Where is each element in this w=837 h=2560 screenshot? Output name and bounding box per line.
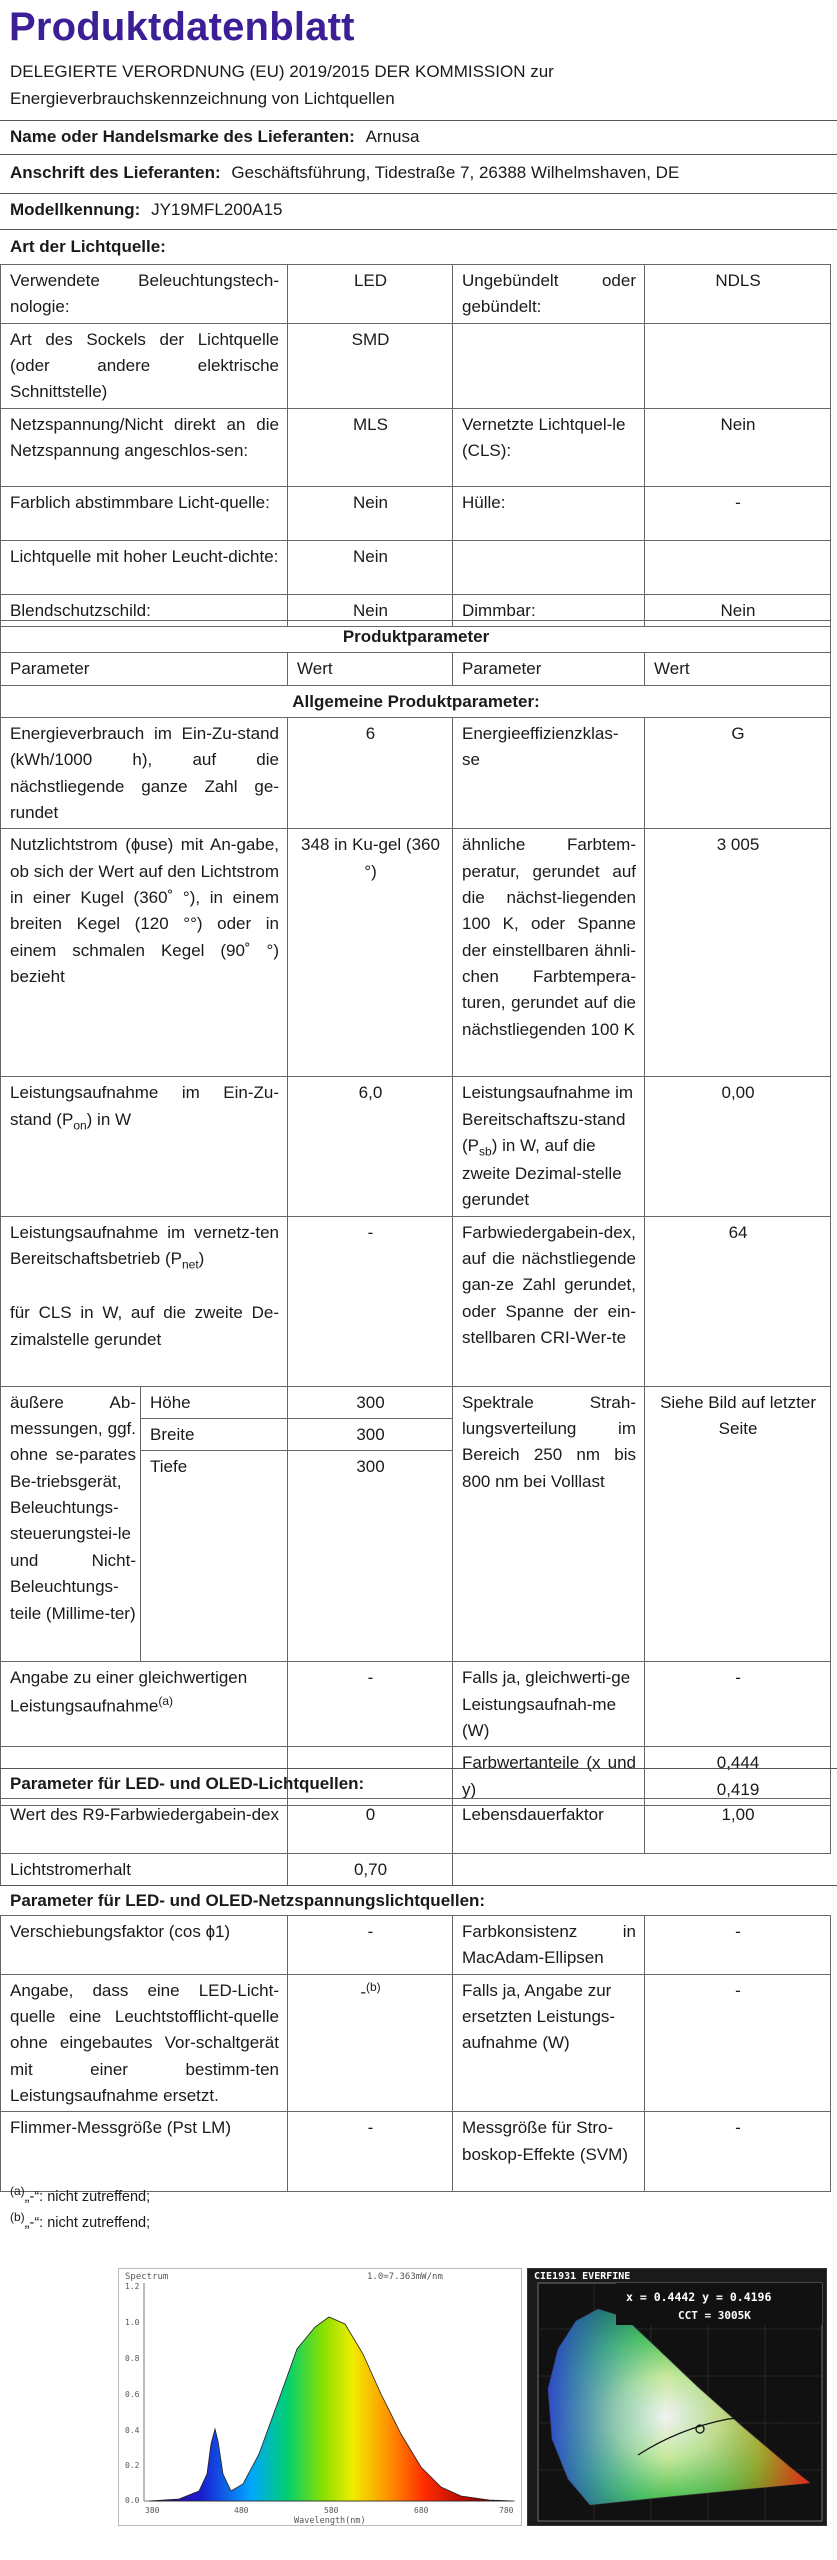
x-tick-label: 480 — [234, 2506, 249, 2515]
luminous-flux-value: 348 in Ku-gel (360 °) — [288, 829, 453, 1077]
on-mode-power-label: Leistungsaufnahme im Ein-Zu-stand $(P_{on})$ in W — [1, 1077, 288, 1216]
spectral-distribution-label: Spektrale Strah-lungsverteilung im Bereich 250 nm bis 800 nm bei Volllast — [453, 1386, 645, 1662]
envelope-label: Hülle: — [453, 486, 645, 540]
column-header-parameter: Parameter — [453, 653, 645, 685]
replacement-claim-label: Angabe, dass eine LED-Licht-quelle eine Leuchtstofflicht-quelle ohne eingebautes Vor-schaltgerät mit einer bestimm-ten Leistungsaufnahme ersetzt. — [1, 1974, 288, 2112]
tunable-label: Farblich abstimmbare Licht-quelle: — [1, 486, 288, 540]
spectrum-y-label: Spectrum — [125, 2272, 169, 2282]
mains-label: Netzspannung/Nicht direkt an die Netzspannung angeschlos-sen: — [1, 408, 288, 486]
table-row — [1, 829, 831, 1077]
spectrum-graph — [118, 2268, 522, 2526]
table-row — [1, 1799, 831, 1854]
standby-power-value: 0,00 — [645, 1077, 831, 1216]
energy-consumption-label: Energieverbrauch im Ein-Zu-stand (kWh/1000 h), auf die nächstliegende ganze Zahl ge-rundet — [1, 718, 288, 829]
product-parameters-heading: Produktparameter — [1, 621, 831, 653]
width-value: 300 — [288, 1419, 453, 1451]
color-consistency-label: Farbkonsistenz in MacAdam-Ellipsen — [453, 1916, 645, 1975]
luminous-flux-label: Nutzlichtstrom (ɸuse) mit An-gabe, ob sich der Wert auf den Lichtstrom in einer Kugel (360˚ °), in einem breiten Kegel (120 °°) oder in einem schmalen Kegel (90˚ °) bezieht — [1, 829, 288, 1077]
cie-xy-readout: x = 0.4442 y = 0.4196 — [626, 2290, 772, 2304]
displacement-factor-label: Verschiebungsfaktor (cos ɸ1) — [1, 1916, 288, 1975]
table-row — [1, 2112, 831, 2192]
cie-diagram — [527, 2268, 827, 2526]
dimensions-label: äußere Ab-messungen, ggf. ohne se-parates Be-triebsgerät, Beleuchtungs-steuerungstei-le und Nicht-Beleuchtungs-teile (Millime-ter) — [1, 1386, 141, 1662]
address-row — [0, 154, 837, 188]
y-tick-label: 0.2 — [125, 2461, 140, 2470]
y-tick-label: 1.2 — [125, 2282, 140, 2291]
stroboscopic-label: Messgröße für Stro-boskop-Effekte (SVM) — [453, 2112, 645, 2192]
x-tick-label: 580 — [324, 2506, 339, 2515]
directional-value: NDLS — [645, 265, 831, 324]
envelope-value: - — [645, 486, 831, 540]
column-header-parameter: Parameter — [1, 653, 288, 685]
dimmable-value: Nein — [645, 594, 831, 626]
column-header-value: Wert — [645, 653, 831, 685]
mains-parameters-heading: Parameter für LED- und OLED-Netzspannungslichtquellen: — [0, 1885, 837, 1915]
table-row — [1, 1662, 831, 1747]
table-row — [1, 1974, 831, 2112]
cri-value: 64 — [645, 1216, 831, 1386]
chromaticity-label: Farbwertanteile (x und y) — [453, 1747, 645, 1806]
mains-value: MLS — [288, 408, 453, 486]
x-tick-label: 780 — [499, 2506, 514, 2515]
equivalent-power-label: Angabe zu einer gleichwertigen Leistungsaufnahme$^{(a)}$ — [1, 1662, 288, 1747]
general-parameters-heading: Allgemeine Produktparameter: — [1, 685, 831, 717]
cct-value: 3 005 — [645, 829, 831, 1077]
y-tick-label: 1.0 — [125, 2318, 140, 2327]
chromaticity-value: 0,444 0,419 — [645, 1747, 831, 1806]
y-tick-label: 0.8 — [125, 2354, 140, 2363]
flicker-value: - — [288, 2112, 453, 2192]
networked-standby-label: Leistungsaufnahme im vernetz-ten Bereitschaftsbetrieb $(P_{net})$ für CLS in W, auf die zweite De-zimalstelle gerundet — [1, 1216, 288, 1386]
table-row — [1, 1386, 831, 1418]
survival-factor-label: Lebensdauerfaktor — [453, 1799, 645, 1854]
table-row — [1, 323, 831, 408]
address-label: Anschrift des Lieferanten: — [10, 163, 221, 182]
product-parameters-table — [0, 620, 831, 1806]
led-parameters-heading: Parameter für LED- und OLED-Lichtquellen: — [0, 1768, 837, 1798]
light-source-type-table — [0, 264, 831, 627]
width-label: Breite — [141, 1419, 288, 1451]
dimmable-label: Dimmbar: — [453, 594, 645, 626]
mains-parameters-table — [0, 1915, 831, 2192]
table-header-row — [1, 653, 831, 685]
table-row — [1, 408, 831, 486]
standby-power-label: Leistungsaufnahme im Bereitschaftszu-stand $(P_{sb})$ in W, auf die zweite Dezimal-stelle gerundet — [453, 1077, 645, 1216]
y-tick-label: 0.4 — [125, 2426, 140, 2435]
on-mode-power-value: 6,0 — [288, 1077, 453, 1216]
y-tick-label: 0.0 — [125, 2496, 140, 2505]
cls-label: Vernetzte Lichtquel-le (CLS): — [453, 408, 645, 486]
cls-value: Nein — [645, 408, 831, 486]
cct-label: ähnliche Farbtem-peratur, gerundet auf die nächst-liegenden 100 K, oder Spanne der einstellbaren ähnli-chen Farbtempera-turen, gerundet auf die nächstliegenden 100 K — [453, 829, 645, 1077]
y-tick-label: 0.6 — [125, 2390, 140, 2399]
depth-value: 300 — [288, 1451, 453, 1662]
technology-value: LED — [288, 265, 453, 324]
energy-class-value: G — [645, 718, 831, 829]
displacement-factor-value: - — [288, 1916, 453, 1975]
technology-label: Verwendete Beleuchtungstech-nologie: — [1, 265, 288, 324]
table-row — [1, 1077, 831, 1216]
cri-label: Farbwiedergabein-dex, auf die nächstliegende gan-ze Zahl gerundet, oder Spanne der ein-stellbaren CRI-Wer-te — [453, 1216, 645, 1386]
replacement-power-value: - — [645, 1974, 831, 2112]
cap-type-label: Art des Sockels der Lichtquelle (oder andere elektrische Schnittstelle) — [1, 323, 288, 408]
anti-glare-value: Nein — [288, 594, 453, 626]
tunable-value: Nein — [288, 486, 453, 540]
height-label: Höhe — [141, 1386, 288, 1418]
replacement-claim-value: -$^{(b)}$ — [288, 1974, 453, 2112]
table-row — [1, 540, 831, 594]
model-value: JY19MFL200A15 — [151, 200, 283, 219]
flicker-label: Flimmer-Messgröße (Pst LM) — [1, 2112, 288, 2192]
model-label: Modellkennung: — [10, 200, 141, 219]
spectrum-scale-label: 1.0=7.363mW/nm — [367, 2272, 443, 2282]
model-row — [0, 193, 837, 227]
x-tick-label: 380 — [145, 2506, 160, 2515]
depth-label: Tiefe — [141, 1451, 288, 1662]
height-value: 300 — [288, 1386, 453, 1418]
anti-glare-label: Blendschutzschild: — [1, 594, 288, 626]
table-row — [1, 1216, 831, 1386]
color-consistency-value: - — [645, 1916, 831, 1975]
column-header-value: Wert — [288, 653, 453, 685]
footnote-b: $^{(b)}$„-“: nicht zutreffend; — [10, 2210, 151, 2231]
supplier-label: Name oder Handelsmarke des Lieferanten: — [10, 127, 355, 146]
directional-label: Ungebündelt oder gebündelt: — [453, 265, 645, 324]
lumen-maintenance-value: 0,70 — [288, 1854, 453, 1886]
cie-title: CIE1931 EVERFINE — [534, 2271, 631, 2282]
stroboscopic-value: - — [645, 2112, 831, 2192]
x-tick-label: 680 — [414, 2506, 429, 2515]
energy-class-label: Energieeffizienzklas-se — [453, 718, 645, 829]
lumen-maintenance-label: Lichtstromerhalt — [1, 1854, 288, 1886]
light-source-type-header: Art der Lichtquelle: — [0, 229, 837, 263]
table-row — [1, 486, 831, 540]
page-title: Produktdatenblatt — [9, 5, 355, 49]
survival-factor-value: 1,00 — [645, 1799, 831, 1854]
table-row — [1, 1854, 831, 1886]
led-parameters-table — [0, 1798, 831, 1886]
supplier-row — [0, 120, 837, 154]
regulation-subtitle: DELEGIERTE VERORDNUNG (EU) 2019/2015 DER KOMMISSION zur Energieverbrauchskennzeichnung von Lichtquellen — [10, 62, 554, 109]
cap-type-value: SMD — [288, 323, 453, 408]
supplier-value: Arnusa — [365, 127, 420, 146]
r9-value: 0 — [288, 1799, 453, 1854]
equivalent-power-value: - — [288, 1662, 453, 1747]
address-value: Geschäftsführung, Tidestraße 7, 26388 Wilhelmshaven, DE — [231, 163, 680, 182]
table-row — [1, 1916, 831, 1975]
spectral-distribution-value: Siehe Bild auf letzter Seite — [645, 1386, 831, 1662]
equivalent-power-w-value: - — [645, 1662, 831, 1747]
spectrum-x-label: Wavelength(nm) — [294, 2516, 366, 2526]
table-row — [1, 265, 831, 324]
cie-cct-readout: CCT = 3005K — [678, 2309, 751, 2322]
footnote-a: $^{(a)}$„-“: nicht zutreffend; — [10, 2184, 151, 2205]
replacement-power-label: Falls ja, Angabe zur ersetzten Leistungs-aufnahme (W) — [453, 1974, 645, 2112]
high-luminance-value: Nein — [288, 540, 453, 594]
equivalent-power-w-label: Falls ja, gleichwerti-ge Leistungsaufnah-me (W) — [453, 1662, 645, 1747]
high-luminance-label: Lichtquelle mit hoher Leucht-dichte: — [1, 540, 288, 594]
networked-standby-value: - — [288, 1216, 453, 1386]
table-row — [1, 718, 831, 829]
energy-consumption-value: 6 — [288, 718, 453, 829]
spectrum-curve — [149, 2317, 513, 2501]
r9-label: Wert des R9-Farbwiedergabein-dex — [1, 1799, 288, 1854]
